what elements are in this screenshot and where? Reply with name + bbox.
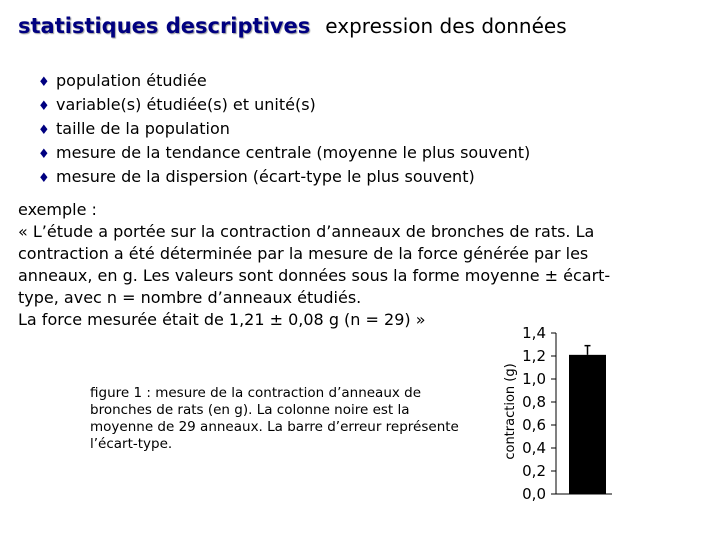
example-line: « L’étude a portée sur la contraction d’anneaux de bronches de rats. La xyxy=(18,222,595,241)
y-tick-label: 0,2 xyxy=(522,462,546,480)
example-line: anneaux, en g. Les valeurs sont données sous la forme moyenne ± écart- xyxy=(18,266,611,285)
example-line: contraction a été déterminée par la mesure de la force générée par les xyxy=(18,244,589,263)
example-line: La force mesurée était de 1,21 ± 0,08 g (n = 29) » xyxy=(18,310,426,329)
y-tick-label: 0,8 xyxy=(522,393,546,411)
y-tick-label: 0,6 xyxy=(522,416,546,434)
list-item-text: population étudiée xyxy=(56,71,207,90)
y-tick-label: 1,2 xyxy=(522,347,546,365)
diamond-bullet-icon: ♦ xyxy=(38,171,50,186)
y-tick-label: 1,4 xyxy=(522,324,546,342)
example-line: type, avec n = nombre d’anneaux étudiés. xyxy=(18,288,362,307)
y-axis-label: contraction (g) xyxy=(503,363,518,460)
figure-caption: figure 1 : mesure de la contraction d’anneaux de bronches de rats (en g). La colonne noire est la moyenne de 29 anneaux. La barre d’erreur représente l’écart-type. xyxy=(90,385,459,452)
page-title: statistiques descriptives xyxy=(18,14,311,38)
y-tick-label: 0,4 xyxy=(522,439,546,457)
diamond-bullet-icon: ♦ xyxy=(38,147,50,162)
diamond-bullet-icon: ♦ xyxy=(38,99,50,114)
list-item-text: taille de la population xyxy=(56,119,230,138)
diamond-bullet-icon: ♦ xyxy=(38,75,50,90)
example-label: exemple : xyxy=(18,200,97,219)
y-tick-label: 0,0 xyxy=(522,485,546,503)
page-subtitle: expression des données xyxy=(325,14,567,38)
list-item-text: mesure de la dispersion (écart-type le plus souvent) xyxy=(56,167,475,186)
diamond-bullet-icon: ♦ xyxy=(38,123,50,138)
bar xyxy=(569,355,606,494)
list-item-text: mesure de la tendance centrale (moyenne le plus souvent) xyxy=(56,143,531,162)
list-item-text: variable(s) étudiée(s) et unité(s) xyxy=(56,95,316,114)
y-tick-label: 1,0 xyxy=(522,370,546,388)
